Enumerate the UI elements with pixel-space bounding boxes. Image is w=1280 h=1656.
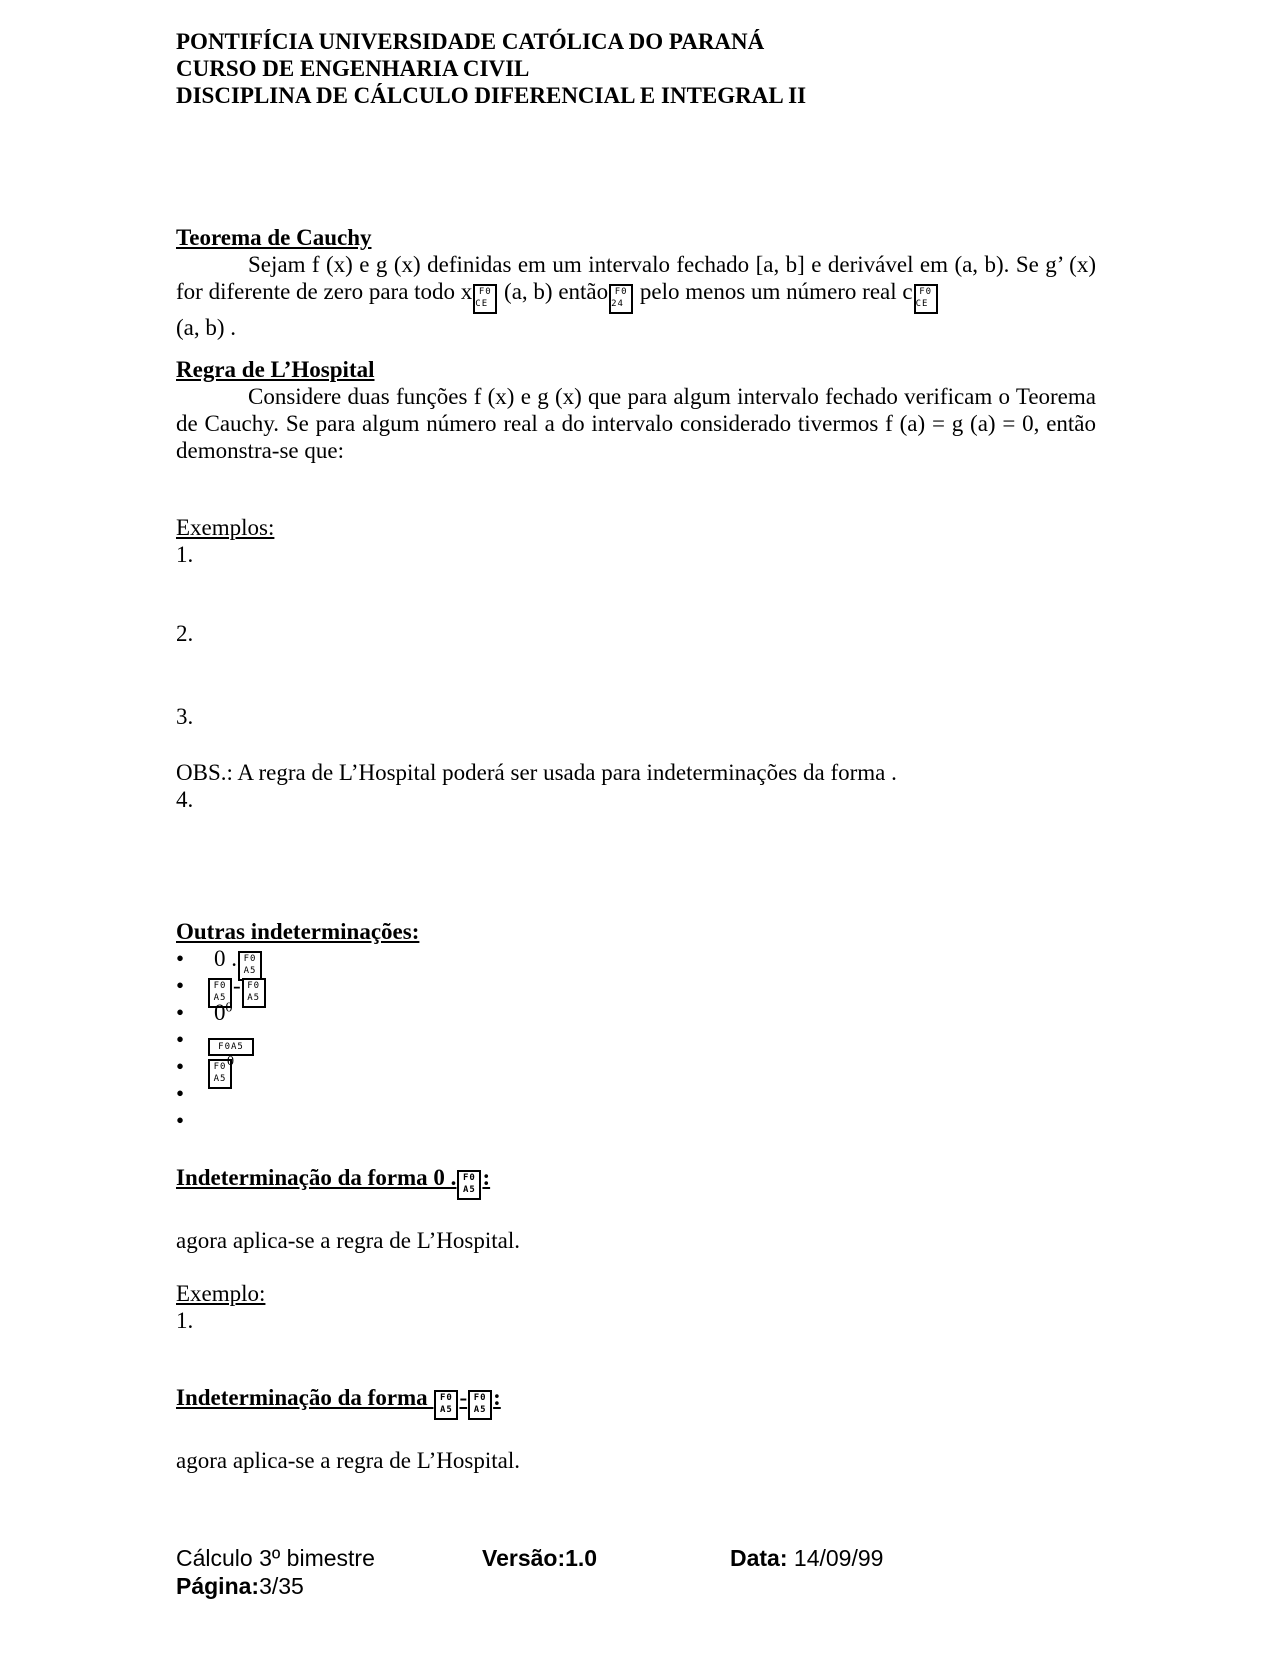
list-item: • F0 $A5^0$ bbox=[176, 1053, 1096, 1080]
examples-section bbox=[176, 514, 274, 568]
list-item: • 0 . F0 A5 bbox=[176, 945, 1096, 972]
infinity-symbol: F0 A5 bbox=[242, 978, 266, 1008]
infinity-symbol: F0 A5 bbox=[434, 1390, 458, 1420]
page-footer bbox=[176, 1544, 1096, 1600]
footer-version: Versão:1.0 bbox=[482, 1545, 598, 1571]
infinity-symbol: F0 A5 bbox=[457, 1170, 481, 1200]
example-2-number: 2. bbox=[176, 621, 194, 646]
obs-note: OBS.: A regra de L’Hospital poderá ser usada para indeterminações da forma . bbox=[176, 760, 897, 785]
examples-label: Exemplos: bbox=[176, 515, 275, 540]
cauchy-paragraph: Sejam f (x) e g (x) definidas em um intervalo fechado [a, b] e derivável em (a, b). Se g’ (x) for diferente de zero para todo x F0 CE (a, b) então F0 24 pelo menos um número real c F0 CE (a, b) . bbox=[176, 252, 1096, 340]
zero-times-infinity-section bbox=[176, 1164, 1096, 1334]
outras-section bbox=[176, 918, 1096, 1134]
infinity-symbol: F0 A5 bbox=[468, 1390, 492, 1420]
example-label: Exemplo: bbox=[176, 1281, 266, 1306]
infinity-symbol: F0A5 bbox=[208, 1038, 254, 1056]
indeterminations-list bbox=[176, 945, 1096, 1134]
document-header bbox=[176, 28, 1096, 109]
hospital-section bbox=[176, 356, 1096, 464]
cauchy-title: Teorema de Cauchy bbox=[176, 225, 372, 250]
element-of-symbol: F0 CE bbox=[473, 284, 497, 314]
cauchy-section bbox=[176, 224, 1096, 341]
infinity-symbol: F0 A5 bbox=[208, 978, 232, 1008]
list-item: • F0 A5 - F0 A5 bbox=[176, 972, 1096, 999]
footer-page: Página:3/35 bbox=[176, 1573, 304, 1599]
example-1-number: 1. bbox=[176, 542, 194, 567]
header-university: PONTIFÍCIA UNIVERSIDADE CATÓLICA DO PARANÁ bbox=[176, 29, 765, 54]
list-item bbox=[176, 1026, 1096, 1053]
infinity-symbol: F0 A5 bbox=[208, 1059, 232, 1089]
document-page bbox=[176, 28, 1096, 1473]
element-of-symbol: F0 CE bbox=[914, 284, 938, 314]
example-1-number: 1. bbox=[176, 1308, 194, 1333]
hospital-title: Regra de L’Hospital bbox=[176, 357, 375, 382]
list-item bbox=[176, 1107, 1096, 1134]
infinity-minus-infinity-title: Indeterminação da forma F0 A5 - F0 A5 : bbox=[176, 1384, 1096, 1420]
infinity-minus-infinity-section bbox=[176, 1384, 1096, 1474]
example-4-number: 4. bbox=[176, 787, 194, 812]
header-discipline: DISCIPLINA DE CÁLCULO DIFERENCIAL E INTEGRAL II bbox=[176, 83, 807, 108]
header-course: CURSO DE ENGENHARIA CIVIL bbox=[176, 56, 530, 81]
footer-course: Cálculo 3º bimestre bbox=[176, 1545, 375, 1571]
footer-date: Data: 14/09/99 bbox=[730, 1545, 884, 1571]
infinity-symbol: F0 A5 bbox=[238, 951, 262, 981]
zero-times-infinity-text: agora aplica-se a regra de L’Hospital. bbox=[176, 1228, 520, 1253]
list-item bbox=[176, 1080, 1096, 1107]
exists-symbol: F0 24 bbox=[609, 284, 633, 314]
example-3-number: 3. bbox=[176, 704, 194, 729]
hospital-paragraph: Considere duas funções f (x) e g (x) que para algum intervalo fechado verificam o Teorema de Cauchy. Se para algum número real a do intervalo considerado tivermos f (a) = g (a) = 0, então demonstra-se que: bbox=[176, 384, 1096, 463]
list-item: • $0^0$ bbox=[176, 999, 1096, 1026]
outras-title: Outras indeterminações: bbox=[176, 919, 420, 944]
infinity-minus-infinity-text: agora aplica-se a regra de L’Hospital. bbox=[176, 1448, 520, 1473]
zero-times-infinity-title: Indeterminação da forma 0 . F0 A5 : bbox=[176, 1164, 1096, 1200]
